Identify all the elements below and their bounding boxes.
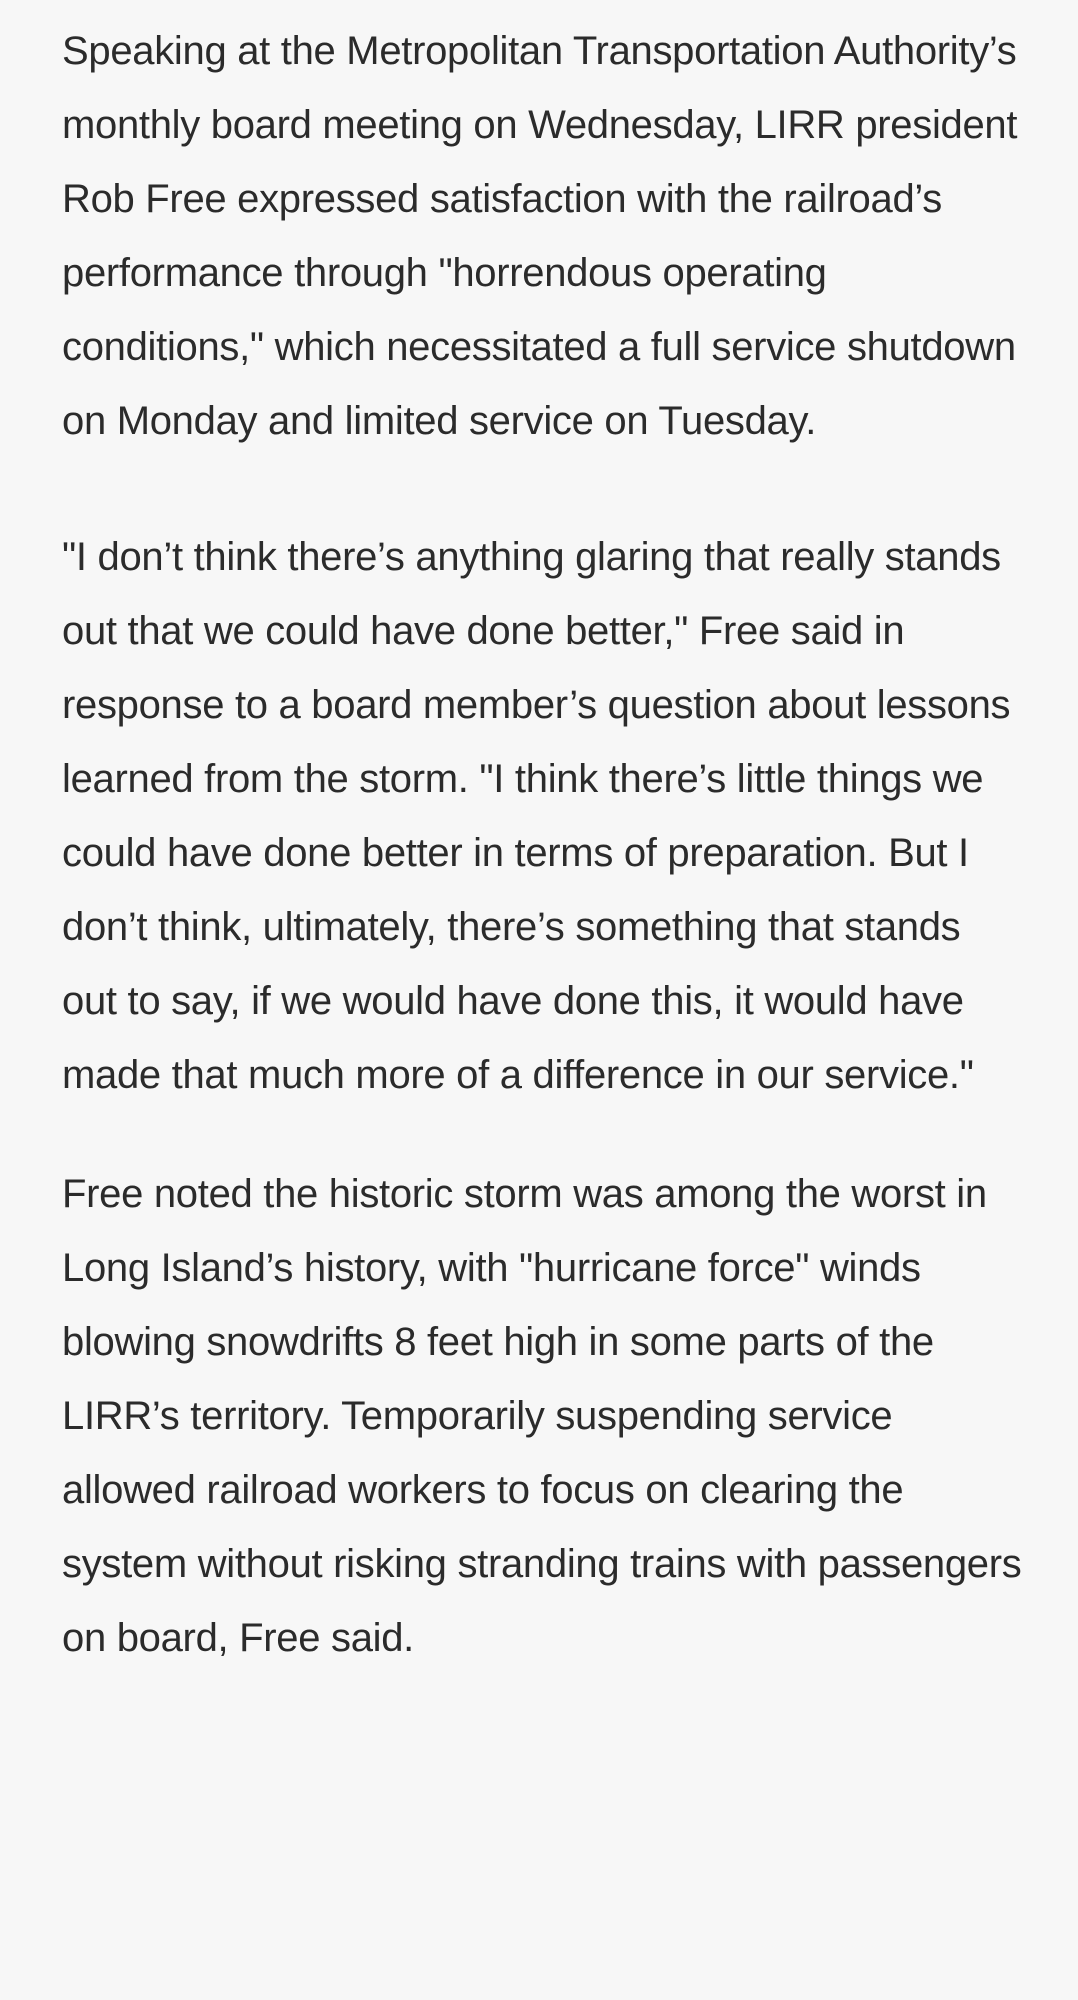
article-paragraph: "I don’t think there’s anything glaring that really stands out that we could have done better," Free said in response to a board member’s question about lessons learned from the storm. "I think there’s little things we could have done better in terms of preparation. But I don’t think, ultimately, there’s something that stands out to say, if we would have done this, it would have made that much more of a difference in our service." [62,535,1011,1097]
article-body [62,14,1022,1675]
article-paragraph: Speaking at the Metropolitan Transportation Authority’s monthly board meeting on Wednesday, LIRR president Rob Free expressed satisfaction with the railroad’s performance through "horrendous operating conditions," which necessitated a full service shutdown on Monday and limited service on Tuesday. [62,29,1018,443]
article-paragraph: Free noted the historic storm was among the worst in Long Island’s history, with "hurricane force" winds blowing snowdrifts 8 feet high in some parts of the LIRR’s territory. Temporarily suspending service allowed railroad workers to focus on clearing the system without risking stranding trains with passengers on board, Free said. [62,1172,1022,1660]
